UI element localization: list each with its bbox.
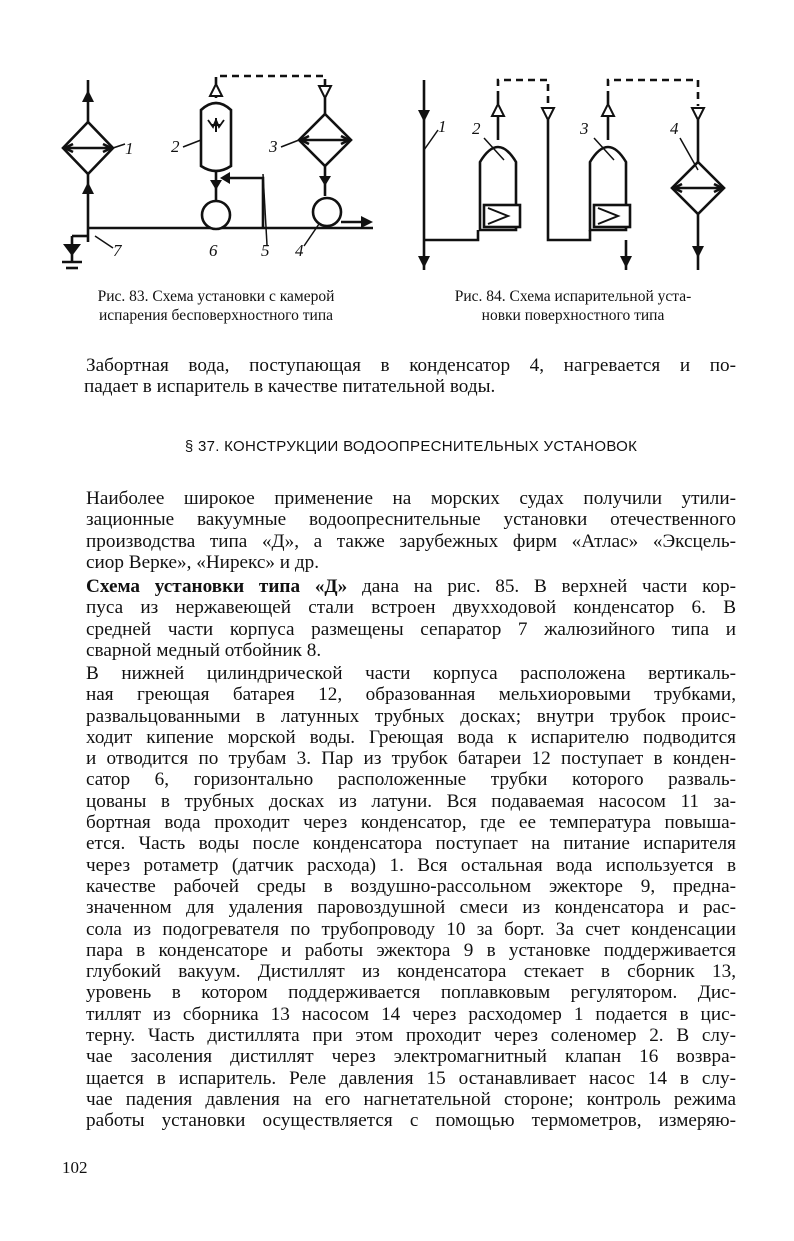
p3-line: работы установки осуществляется с помощью термометров, измеряю- [86, 1110, 736, 1132]
p1-line-4: сиор Верке», «Нирекс» и др. [86, 551, 320, 573]
figure-84-caption-line-2: новки поверхностного типа [481, 307, 665, 324]
p3-line: тиллят из сборника 13 насосом 14 через расходомер 1 подается в цис- [86, 1003, 736, 1025]
p1-line-2: зационные вакуумные водоопреснительные установки отечественного [86, 509, 736, 531]
page-number: 102 [62, 1158, 88, 1177]
fig83-chamber-2 [201, 103, 231, 171]
p3-line: пара в конденсаторе и работы эжектора 9 в установке поддерживается [86, 939, 736, 961]
p3-line: цованы в трубных досках из латуни. Вся подаваемая насосом 11 за- [86, 790, 736, 812]
fig84-label-1: 1 [438, 117, 447, 136]
fig83-label-6: 6 [209, 241, 218, 260]
p2-line-1-rest: дана на рис. 85. В верхней части кор- [347, 576, 736, 597]
fig83-label-4: 4 [295, 241, 304, 260]
paragraph-1 [86, 488, 736, 573]
p3-line: ходит кипение морской воды. Греющая вода к испарителю подводится [86, 726, 736, 748]
figure-83-diagram [55, 70, 385, 280]
fig83-arrow-up-2 [82, 182, 94, 194]
fig83-label-5: 5 [261, 241, 270, 260]
fig83-label-7: 7 [113, 241, 122, 260]
p3-line: развальцованными в латунных трубных досках; внутри трубок проис- [86, 705, 736, 727]
p3-line: чае падения давления на его нагнетательной стороне; контроль режима [86, 1088, 736, 1110]
figure-84-caption [412, 287, 734, 325]
p3-line: В нижней цилиндрической части корпуса расположена вертикаль- [86, 663, 736, 684]
fig83-label-2: 2 [171, 137, 180, 156]
p1-line-1: Наиболее широкое применение на морских судах получили утили- [86, 488, 736, 509]
p3-line: сола из подогревателя по трубопроводу 10 за борт. За счет конденсации [86, 918, 736, 940]
p3-line: чае засоления дистиллят через электромагнитный клапан 16 возвра- [86, 1046, 736, 1068]
p3-line: ная греющая батарея 12, образованная мельхиоровыми трубками, [86, 684, 736, 706]
fig84-label-4: 4 [670, 119, 679, 138]
p3-line: терну. Часть дистиллята при этом проходит через соленомер 2. В слу- [86, 1025, 736, 1047]
p3-line: значенном для удаления паровоздушной смеси из конденсатора и рас- [86, 897, 736, 919]
p2-line-3: средней части корпуса размещены сепаратор 7 жалюзийного типа и [86, 618, 736, 640]
p3-line: бортная вода проходит через конденсатор, где ее температура повыша- [86, 812, 736, 834]
p2-lead: Схема установки типа «Д» [86, 576, 348, 597]
fig83-label-1: 1 [125, 139, 134, 158]
p2-line-4: сварной медный отбойник 8. [86, 639, 322, 661]
figure-83-caption-line-2: испарения бесповерхностного типа [98, 307, 334, 324]
fig83-arrow-up-1 [82, 90, 94, 102]
p3-line: и отводится по трубам 3. Пар из трубок батареи 12 поступает в конден- [86, 748, 736, 770]
fig83-pump-6 [202, 201, 230, 229]
figure-84-diagram [408, 70, 738, 280]
p3-line: качестве рабочей среды в воздушно-рассольном эжекторе 9, предна- [86, 875, 736, 897]
intro-paragraph [86, 355, 736, 398]
fig84-label-3: 3 [580, 119, 589, 138]
p3-line: через ротаметр (датчик расхода) 1. Вся остальная вода используется в [86, 854, 736, 876]
p1-line-3: производства типа «Д», а также зарубежных фирм «Атлас» «Эксцель- [86, 530, 736, 552]
p3-line: глубокий вакуум. Дистиллят из конденсатора стекает в сборник 13, [86, 961, 736, 983]
p3-line: щается в испаритель. Реле давления 15 останавливает насос 14 в слу- [86, 1067, 736, 1089]
p2-line-2: пуса из нержавеющей стали встроен двухходовой конденсатор 6. В [86, 597, 736, 619]
figure-83-caption [58, 287, 374, 325]
section-heading: § 37. КОНСТРУКЦИИ ВОДООПРЕСНИТЕЛЬНЫХ УСТАНОВОК [184, 438, 638, 455]
fig83-pump-4 [313, 198, 341, 226]
intro-line-2: падает в испаритель в качестве питательной воды. [84, 376, 496, 398]
paragraph-2 [86, 576, 736, 661]
intro-line-1: Забортная вода, поступающая в конденсатор 4, нагревается и по- [86, 355, 736, 376]
fig84-label-2: 2 [472, 119, 481, 138]
paragraph-3 [86, 663, 736, 1132]
p3-line: уровень в котором поддерживается поплавковым регулятором. Дис- [86, 982, 736, 1004]
p3-line: ется. Часть воды после конденсатора поступает на питание испарителя [86, 833, 736, 855]
p3-line: сатор 6, горизонтально расположенные трубки которого разваль- [86, 769, 736, 791]
fig83-label-3: 3 [269, 137, 278, 156]
figure-84-caption-line-1: Рис. 84. Схема испарительной уста- [454, 288, 692, 305]
p2-line-1 [86, 576, 736, 597]
figure-83-caption-line-1: Рис. 83. Схема установки с камерой [97, 288, 335, 305]
